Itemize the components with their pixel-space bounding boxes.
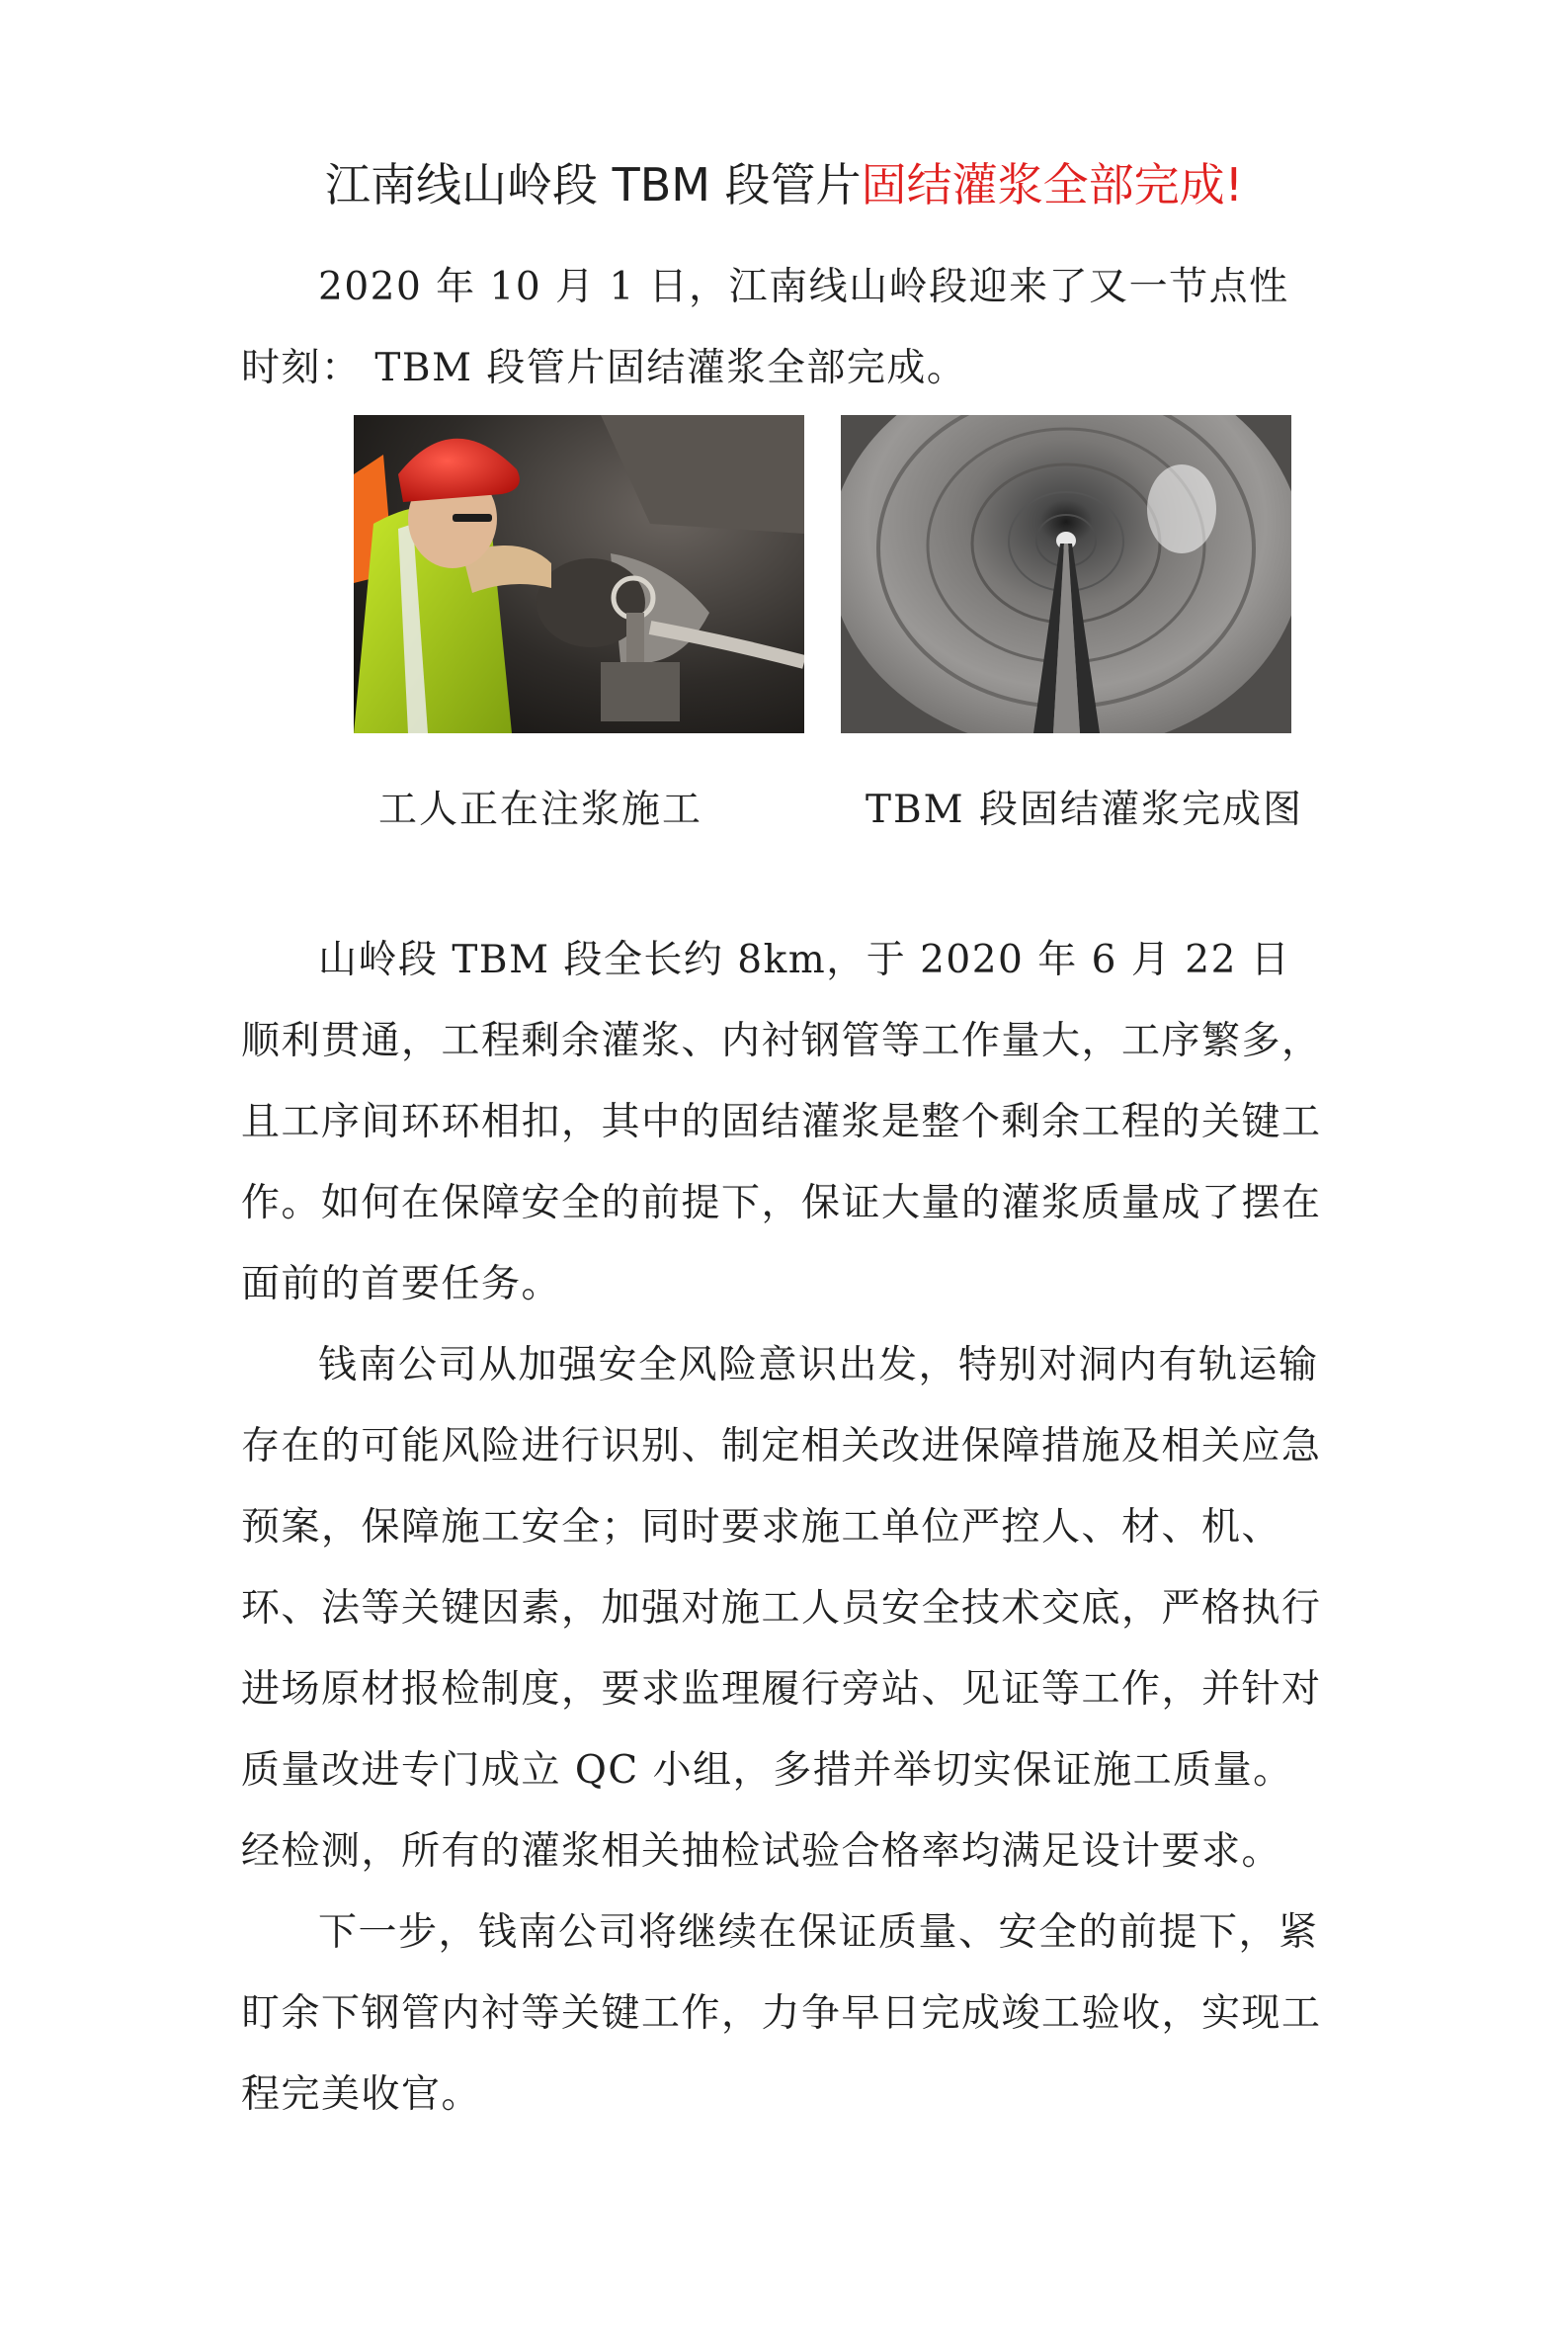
worker-grouting-image: [354, 415, 804, 733]
title-part-red: 固结灌浆全部完成!: [861, 158, 1244, 211]
article-title: [0, 150, 1568, 219]
body-paragraphs: [241, 920, 1328, 2136]
tunnel-image: [841, 415, 1291, 733]
title-part-black: 江南线山岭段 TBM 段管片: [324, 158, 862, 211]
intro-paragraph: [241, 247, 1328, 409]
paragraph-2: 钱南公司从加强安全风险意识出发，特别对洞内有轨运输存在的可能风险进行识别、制定相关改进保障措施及相关应急预案，保障施工安全；同时要求施工单位严控人、材、机、环、法等关键因素，加强对施工人员安全技术交底，严格执行进场原材报检制度，要求监理履行旁站、见证等工作，并针对质量改进专门成立 QC 小组，多措并举切实保证施工质量。经检测，所有的灌浆相关抽检试验合格率均满足设计要求。: [241, 1343, 1322, 1874]
caption-worker: 工人正在注浆施工: [378, 788, 703, 832]
paragraph-3: 下一步，钱南公司将继续在保证质量、安全的前提下，紧盯余下钢管内衬等关键工作，力争早日完成竣工验收，实现工程完美收官。: [241, 1910, 1322, 2117]
intro-text: 2020 年 10 月 1 日，江南线山岭段迎来了又一节点性时刻： TBM 段管片固结灌浆全部完成。: [241, 265, 1289, 390]
photo-tunnel-completion: [841, 415, 1291, 733]
caption-tunnel: TBM 段固结灌浆完成图: [866, 788, 1304, 832]
photo-worker-grouting: [354, 415, 804, 733]
paragraph-1: 山岭段 TBM 段全长约 8km，于 2020 年 6 月 22 日顺利贯通，工程剩余灌浆、内衬钢管等工作量大，工序繁多，且工序间环环相扣，其中的固结灌浆是整个剩余工程的关键工作。如何在保障安全的前提下，保证大量的灌浆质量成了摆在面前的首要任务。: [241, 938, 1322, 1306]
